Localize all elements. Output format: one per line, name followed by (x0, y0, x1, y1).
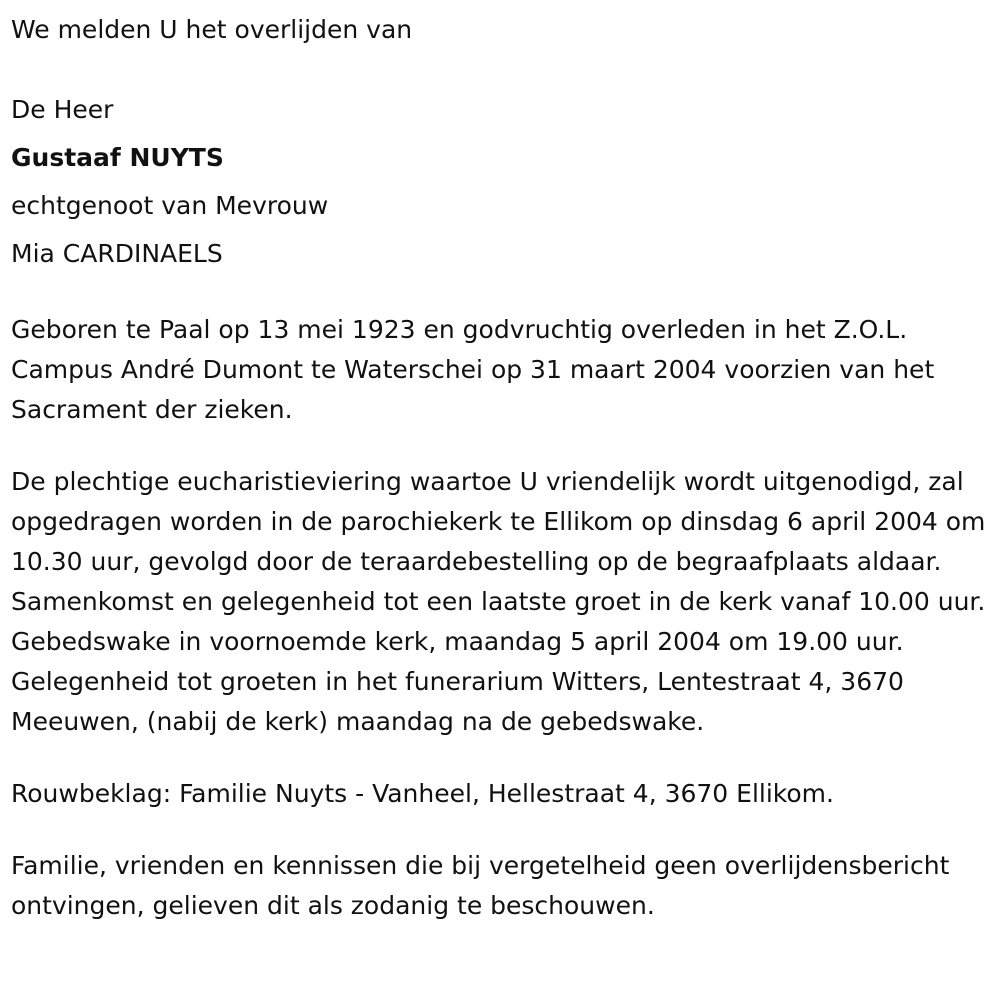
spacer (11, 814, 991, 846)
deceased-name: Gustaaf NUYTS (11, 143, 224, 172)
birth-death-paragraph: Geboren te Paal op 13 mei 1923 en godvruchtig overleden in het Z.O.L. Campus André Dumont te Waterschei op 31 maart 2004 voorzien van het Sacrament der zieken. (11, 315, 935, 424)
spacer (11, 742, 991, 774)
title-text: De Heer (11, 95, 114, 124)
spacer (11, 278, 991, 310)
intro-text: We melden U het overlijden van (11, 15, 413, 44)
death-notice (11, 6, 991, 926)
spouse-name: Mia CARDINAELS (11, 239, 223, 268)
spouse-label: echtgenoot van Mevrouw (11, 191, 329, 220)
condolences-paragraph: Rouwbeklag: Familie Nuyts - Vanheel, Hellestraat 4, 3670 Ellikom. (11, 779, 834, 808)
ceremony-paragraph: De plechtige eucharistieviering waartoe U vriendelijk wordt uitgenodigd, zal opgedragen worden in de parochiekerk te Ellikom op dinsdag 6 april 2004 om 10.30 uur, gevolgd door de teraardebestelling op de begraafplaats aldaar. Samenkomst en gelegenheid tot een laatste groet in de kerk vanaf 10.00 uur. Gebedswake in voornoemde kerk, maandag 5 april 2004 om 19.00 uur. Gelegenheid tot groeten in het funerarium Witters, Lentestraat 4, 3670 Meeuwen, (nabij de kerk) maandag na de gebedswake. (11, 467, 986, 736)
closing-paragraph: Familie, vrienden en kennissen die bij vergetelheid geen overlijdensbericht ontvingen, gelieven dit als zodanig te beschouwen. (11, 851, 950, 920)
spacer (11, 430, 991, 462)
spacer (11, 54, 991, 86)
